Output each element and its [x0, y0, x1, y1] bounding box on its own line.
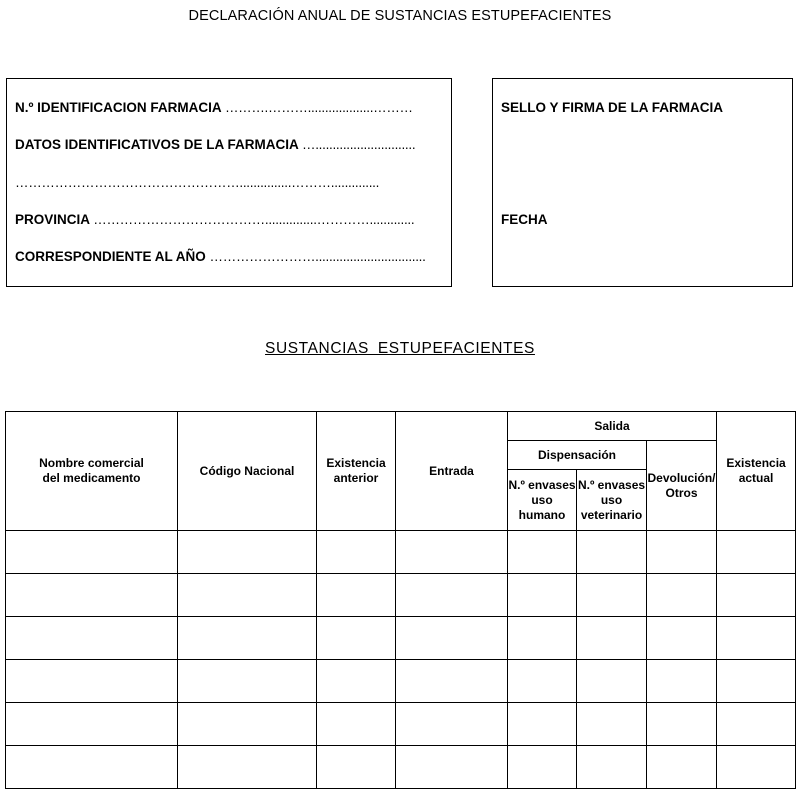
- cell-envases-veterinario[interactable]: [577, 617, 647, 660]
- cell-entrada[interactable]: [396, 660, 508, 703]
- cell-codigo-nacional[interactable]: [178, 617, 317, 660]
- table-row: [6, 703, 796, 746]
- table-body: [6, 531, 796, 789]
- cell-codigo-nacional[interactable]: [178, 660, 317, 703]
- cell-nombre-comercial[interactable]: [6, 617, 178, 660]
- section-title: SUSTANCIAS ESTUPEFACIENTES: [265, 340, 535, 357]
- table-row: [6, 660, 796, 703]
- date-label: FECHA: [501, 212, 548, 227]
- cell-devolucion-otros[interactable]: [647, 746, 717, 789]
- substances-table: [5, 411, 796, 789]
- pharmacy-data-line-2-dots: ……………………………………………...............………..............: [15, 175, 380, 190]
- header-existencia-anterior: Existencia anterior: [317, 412, 396, 531]
- cell-entrada[interactable]: [396, 703, 508, 746]
- year-field[interactable]: [15, 249, 426, 264]
- cell-codigo-nacional[interactable]: [178, 531, 317, 574]
- cell-existencia-anterior[interactable]: [317, 574, 396, 617]
- seal-signature-label: SELLO Y FIRMA DE LA FARMACIA: [501, 100, 724, 115]
- header-envases-uso-humano: N.º envases uso humano: [508, 470, 577, 531]
- cell-devolucion-otros[interactable]: [647, 531, 717, 574]
- cell-entrada[interactable]: [396, 574, 508, 617]
- cell-codigo-nacional[interactable]: [178, 574, 317, 617]
- cell-nombre-comercial[interactable]: [6, 531, 178, 574]
- cell-existencia-anterior[interactable]: [317, 746, 396, 789]
- seal-signature-box[interactable]: [492, 78, 793, 287]
- cell-devolucion-otros[interactable]: [647, 617, 717, 660]
- cell-envases-humano[interactable]: [508, 531, 577, 574]
- table-row: [6, 746, 796, 789]
- pharmacy-data-dots: ….............................: [302, 137, 416, 152]
- cell-envases-humano[interactable]: [508, 660, 577, 703]
- cell-envases-humano[interactable]: [508, 746, 577, 789]
- header-envases-uso-veterinario: N.º envases uso veterinario: [577, 470, 647, 531]
- cell-envases-veterinario[interactable]: [577, 531, 647, 574]
- province-dots: …………………………………...............………….............: [93, 212, 415, 227]
- cell-entrada[interactable]: [396, 531, 508, 574]
- pharmacy-data-label: DATOS IDENTIFICATIVOS DE LA FARMACIA: [15, 137, 299, 152]
- cell-nombre-comercial[interactable]: [6, 703, 178, 746]
- cell-nombre-comercial[interactable]: [6, 574, 178, 617]
- header-existencia-actual: Existencia actual: [717, 412, 796, 531]
- cell-existencia-actual[interactable]: [717, 746, 796, 789]
- cell-codigo-nacional[interactable]: [178, 746, 317, 789]
- table-row: [6, 574, 796, 617]
- year-dots: ……………………................................: [209, 249, 426, 264]
- cell-envases-veterinario[interactable]: [577, 746, 647, 789]
- cell-existencia-anterior[interactable]: [317, 660, 396, 703]
- pharmacy-data-field[interactable]: [15, 137, 415, 152]
- header-entrada: Entrada: [396, 412, 508, 531]
- province-label: PROVINCIA: [15, 212, 90, 227]
- header-dispensacion: Dispensación: [508, 441, 647, 470]
- cell-devolucion-otros[interactable]: [647, 574, 717, 617]
- cell-nombre-comercial[interactable]: [6, 746, 178, 789]
- cell-existencia-actual[interactable]: [717, 703, 796, 746]
- cell-envases-humano[interactable]: [508, 617, 577, 660]
- cell-entrada[interactable]: [396, 617, 508, 660]
- cell-envases-humano[interactable]: [508, 574, 577, 617]
- cell-devolucion-otros[interactable]: [647, 660, 717, 703]
- cell-existencia-actual[interactable]: [717, 531, 796, 574]
- pharmacy-id-field[interactable]: [15, 100, 413, 115]
- pharmacy-info-box: [6, 78, 452, 287]
- cell-envases-veterinario[interactable]: [577, 703, 647, 746]
- cell-entrada[interactable]: [396, 746, 508, 789]
- cell-existencia-anterior[interactable]: [317, 617, 396, 660]
- province-field[interactable]: [15, 212, 414, 227]
- header-nombre-comercial: Nombre comercial del medicamento: [6, 412, 178, 531]
- table-row: [6, 617, 796, 660]
- table-header: [6, 412, 796, 531]
- table-row: [6, 531, 796, 574]
- pharmacy-id-dots: ……….………...................………: [224, 100, 413, 115]
- cell-codigo-nacional[interactable]: [178, 703, 317, 746]
- cell-envases-veterinario[interactable]: [577, 574, 647, 617]
- cell-existencia-anterior[interactable]: [317, 531, 396, 574]
- header-devolucion-otros: Devolución/ Otros: [647, 441, 717, 531]
- header-salida: Salida: [508, 412, 717, 441]
- pharmacy-data-line-2[interactable]: [15, 175, 379, 190]
- pharmacy-id-label: N.º IDENTIFICACION FARMACIA: [15, 100, 222, 115]
- cell-existencia-anterior[interactable]: [317, 703, 396, 746]
- document-title: DECLARACIÓN ANUAL DE SUSTANCIAS ESTUPEFACIENTES: [188, 8, 612, 24]
- cell-envases-humano[interactable]: [508, 703, 577, 746]
- cell-nombre-comercial[interactable]: [6, 660, 178, 703]
- cell-existencia-actual[interactable]: [717, 574, 796, 617]
- cell-existencia-actual[interactable]: [717, 660, 796, 703]
- cell-devolucion-otros[interactable]: [647, 703, 717, 746]
- cell-envases-veterinario[interactable]: [577, 660, 647, 703]
- header-codigo-nacional: Código Nacional: [178, 412, 317, 531]
- year-label: CORRESPONDIENTE AL AÑO: [15, 249, 206, 264]
- cell-existencia-actual[interactable]: [717, 617, 796, 660]
